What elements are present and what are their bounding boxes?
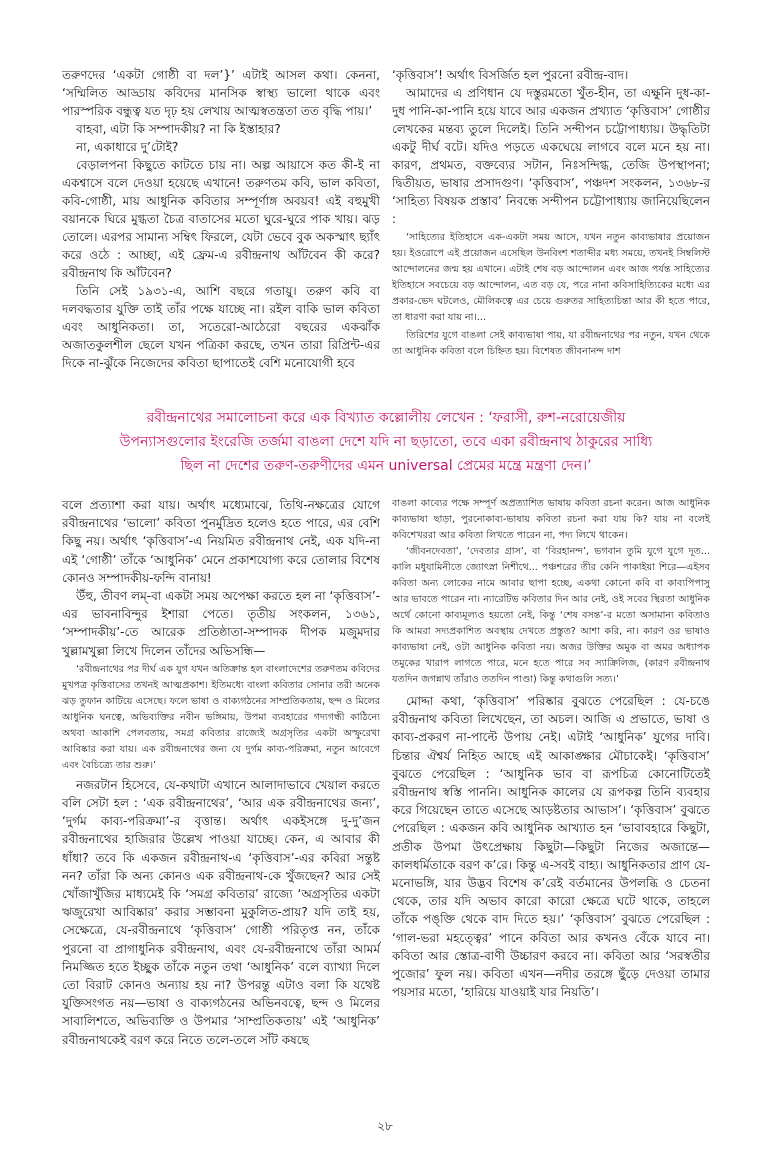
column-top-left bbox=[62, 66, 380, 372]
paragraph: বেড়ালপনা কিছুতে কাটতে চায় না। অল্প আয়াসে কত কী-ই না একশ্বাসে বলে দেওয়া হয়েছে এখানে! তরুণতম কবি, ভাল কবিতা, কবি-গোষ্ঠী, মায় আধুনিক কবিতার সম্পূর্ণাঙ্গ অবয়ব! এই বহুমুখী বয়ানকে ঘিরে মুগ্ধতা চৈত্র বাতাসের মতো ঘুরে-ঘুরে পাক খায়। ঝড় তোলে। এরপর সামান্য সম্বিৎ ফিরলে, যেটা ভেবে বুক অকস্মাৎ ছ্যাঁৎ করে ওঠে : আচ্ছা, এই ফ্রেম-এ রবীন্দ্রনাথ আঁটবেন কী করে? রবীন্দ্রনাথ কি আঁটবেন? bbox=[62, 158, 380, 280]
paragraph: উঁহু, তীবণ লম্-বা একটা সময় অপেক্ষা করতে হল না ‘কৃত্তিবাস’-এর ভাবনাবিন্দুর ইশারা পেতে। তৃতীয় সংকলন, ১৩৬১, ‘সম্পাদকীয়’-তে আরেক প্রতিষ্ঠাতা-সম্পাদক দীপক মজুমদার খুল্লামখুল্লা লিখে দিলেন তাঁদের অভিসন্ধি— bbox=[62, 589, 380, 658]
pull-quote-line: উপন্যাসগুলোর ইংরেজি তর্জমা বাঙলা দেশে যদি না ছড়াতো, তবে একা রবীন্দ্রনাথ ঠাকুরের সাধ্যি bbox=[119, 434, 653, 450]
column-top-right bbox=[392, 66, 710, 360]
block-quote: বাঙলা কাব্যের পক্ষে সম্পূর্ণ অপ্রত্যাশিত ভাষায় কবিতা রচনা করেন। আজ আধুনিক কাব্যভাষা ছাড়া, পুরনোকাব্য-ভাষায় কবিতা রচনা করা যায় কি? যায় না বলেই কবিশেখররা আর কবিতা লিখতে পারেন না, পদ্য লিখে থাকেন। bbox=[392, 498, 710, 541]
paragraph: আমাদের এ প্রণিধান যে দস্তুরমতো খুঁত-হীন, তা এক্ষুনি দুধ-কা-দুধ পানি-কা-পানি হয়ে যাবে আর একজন প্রখ্যাত ‘কৃত্তিবাস’ গোষ্ঠীর লেখকের মন্তব্য তুলে দিলেই। তিনি সন্দীপন চট্টোপাধ্যায়। উদ্ধৃতিটা একটু দীর্ঘ বটে। যদিও পড়তে একঘেয়ে লাগবে বলে মনে হয় না। কারণ, প্রথমত, বক্তব্যের সটান, নিঃসন্দিগ্ধ, তেজি উপস্থাপনা; দ্বিতীয়ত, ভাষার প্রসাদগুণ। ‘কৃত্তিবাস’, পঞ্চদশ সংকলন, ১৩৬৮-র ‘সাহিত্য বিষয়ক প্রস্তাব’ নিবন্ধে সন্দীপন চট্টোপাধ্যায় জানিয়েছিলেন : bbox=[392, 86, 710, 226]
paragraph: মোদ্দা কথা, ‘কৃত্তিবাস’ পরিষ্কার বুঝতে পেরেছিল : যে-চঙে রবীন্দ্রনাথ কবিতা লিখেছেন, তা অচল। আজি এ প্রভাতে, ভাষা ও কাব্য-প্রকরণ না-পাল্টে উপায় নেই। এটাই ‘আধুনিক’ যুগের দাবি। চিন্তার ঐশ্বর্য নিহিত আছে এই আকাঙ্ক্ষার মৌচাকেই। ‘কৃত্তিবাস’ বুঝতে পেরেছিল : ‘আধুনিক ভাব বা রূপচিত্র কোনোটিতেই রবীন্দ্রনাথ স্বস্তি পাননি। আধুনিক কালের যে রূপকল্প তিনি ব্যবহার করে গিয়েছেন তাতে এসেছে আড়ষ্টতার আভাস’। ‘কৃত্তিবাস’ বুঝতে পেরেছিল : একজন কবি আধুনিক আখ্যাত হন ‘ভাবাবহারে কিছুটা, প্রতীক উপমা উৎপ্রেক্ষায় কিছুটা—কিছুটা নিজের অজান্তে—কালধর্মিতাকে বরণ ক’রে। কিন্তু এ-সবই বাহ্য। আধুনিকতার প্রাণ যে-মনোভঙ্গি, যার উদ্ভব বিশেষ ক’রেই বর্তমানের উপলব্ধি ও চেতনা থেকে, তার যদি অভাব কারো কারো ক্ষেত্রে ঘটে থাকে, তাহলে তাঁকে পঙ্‌ক্তি থেকে বাদ দিতে হয়।’ ‘কৃত্তিবাস’ বুঝতে পেরেছিল : ‘গাল-ভরা মহত্ত্বের’ পানে কবিতা আর কখনও বেঁকে যাবে না। কবিতা আর স্তোত্র-বাণী উচ্চারণ করবে না। কবিতা আর ‘সরস্বতীর পুজোর’ ফুল নয়। কবিতা এখন—নদীর তরঙ্গে ছুঁড়ে দেওয়া তামার পয়সার মতো, ‘হারিয়ে যাওয়াই যার নিয়তি’। bbox=[392, 694, 710, 1000]
paragraph: বলে প্রত্যাশা করা যায়। অর্থাৎ মধ্যেমাঝে, তিথি-নক্ষত্রের যোগে রবীন্দ্রনাথের ‘ভালো’ কবিতা পুনর্মুদ্রিত হলেও হতে পারে, এর বেশি কিছু নয়। অর্থাৎ ‘কৃত্তিবাস’-এ নিয়মিত রবীন্দ্রনাথ নেই, এক যদি-না এই ‘গোষ্ঠী’ তাঁকে ‘আধুনিক’ মেনে প্রকাশযোগ্য করে তোলার বিশেষ কোনও সম্পাদকীয়-ফন্দি বানায়! bbox=[62, 498, 380, 585]
column-bottom-right bbox=[392, 496, 710, 1001]
column-bottom-left bbox=[62, 496, 380, 1049]
block-quote: ‘জীবনদেবতা’, ‘দেবতার গ্রাস’, বা ‘বিরহানন্দ’, ভগবান তুমি যুগে যুগে দূত... কালি মধুযামিনীতে জ্যোৎস্না নিশীথে... পঞ্চশরের তীর কেনি পাকাইয়া শিরে—এইসব কবিতা অন্য লোকের নামে আবার ছাপা হচ্ছে, একথা কোনো কবি বা কাব্যপিপাসু আর ভাবতে পারেন না। ন্যারেটিভ কবিতার দিন আর নেই, ওই সবের স্থিরতা আধুনিক অর্থে কোনো কাব্যমূল্যও হয়তো নেই, কিন্তু ‘শেষ বসন্ত’-র মতো অসামান্য কবিতাও কি আমরা সদ্যপ্রকাশিত অবস্থায় দেখতে প্রস্তুত? আশা করি, না। কারণ ওর ভাষাও কাব্যভাষা নেই, ওটা আধুনিক কবিতা নয়। অজর উক্তির অমুক বা অমর অধ্যাপক তমুকের খারাপ লাগতে পারে, মনে হতে পারে সব স্যাক্রিলিজ, (কারণ রবীন্দ্রনাথ যতদিন জগন্নাথ তাঁরাও ততদিন পাণ্ডা) কিন্তু কথাগুলি সত্য।’ bbox=[392, 546, 710, 685]
pull-quote-line: রবীন্দ্রনাথের সমালোচনা করে এক বিখ্যাত কল্লোলীয় লেখেন : ‘ফরাসী, রুশ-নরোয়েজীয় bbox=[146, 410, 626, 426]
pull-quote bbox=[66, 406, 706, 478]
pull-quote-line: ছিল না দেশের তরুণ-তরুণীদের এমন universal প্রেমের মন্ত্রে মন্ত্রণা দেন।’ bbox=[180, 458, 592, 474]
paragraph: তরুণদের ‘একটা গোষ্ঠী বা দল’}’ এটাই আসল কথা। কেননা, ‘সম্মিলিত আড্ডায় কবিদের মানসিক স্বাস্থ্য ভালো থাকে এবং পারস্পরিক বন্ধুত্ব যত দৃঢ় হয় লেখায় আত্মস্বতন্ত্রতা তত বৃদ্ধি পায়।’ bbox=[62, 68, 380, 118]
page-number: ২৮ bbox=[377, 1119, 393, 1133]
block-quote: ‘রবীন্দ্রনাথের পর দীর্ঘ এক যুগ যখন অতিক্রান্ত হল বাংলাদেশের তরুণতম কবিদের মুখপত্র কৃত্তিবাসের তখনই আত্মপ্রকাশ। ইতিমধ্যে বাংলা কবিতার সোনার তরী অনেক ঝড় তুফান কাটিয়ে এসেছে। ফলে ভাষা ও বাক্যগঠনের সাম্প্রতিকতায়, ছন্দ ও মিলের আধুনিক ঘনত্বে, অভিব্যক্তির নবীন ভঙ্গিমায়, উপমা ব্যবহারের গদ্যগন্ধী কাঠিন্যে অথবা আকাশি পেলবতায়, সমগ্র কবিতার রাজ্যেই অগ্রসৃতির একটা অস্ফুরেখা আবিষ্কার করা যায়। এক রবীন্দ্রনাথের জন্য যে দুর্গম কাব্য-পরিক্রমা, নতুন আবেগে এবং বৈচিত্র্যে তার শুরু।’ bbox=[62, 663, 380, 771]
paragraph: বাহবা, এটা কি সম্পাদকীয়? না কি ইস্তাহার? bbox=[76, 122, 281, 136]
block-quote: তিরিশের যুগে বাঙলা সেই কাব্যভাষা পায়, যা রবীন্দ্রনাথের পর নতুন, যখন থেকে তা আধুনিক কবিতা বলে চিহ্নিত হয়। বিশেষত জীবনানন্দ দাশ bbox=[392, 330, 710, 357]
paragraph: না, একাধারে দু’টোই? bbox=[76, 140, 179, 154]
paragraph: ‘কৃত্তিবাস’! অর্থাৎ বিসর্জিত হল পুরনো রবীন্দ্র-বাদ। bbox=[392, 68, 629, 82]
paragraph: নজরটান হিসেবে, যে-কথাটা এখানে আলাদাভাবে খেয়াল করতে বলি সেটা হল : ‘এক রবীন্দ্রনাথের’, ‘আর এক রবীন্দ্রনাথের জন্য’, ‘দুর্গম কাব্য-পরিক্রমা’-র বৃত্তান্ত। অর্থাৎ একইসঙ্গে দু-দু’জন রবীন্দ্রনাথের হাজিরার উল্লেখ পাওয়া যাচ্ছে। কেন, এ আবার কী ধাঁধা? তবে কি একজন রবীন্দ্রনাথ-এ ‘কৃত্তিবাস’-এর কবিরা সন্তুষ্ট নন? তাঁরা কি অন্য কোনও এক রবীন্দ্রনাথ-কে খুঁজছেন? আর সেই খোঁজাখুঁজির মাধ্যমেই কি ‘সমগ্র কবিতার’ রাজ্যে ‘অগ্রসৃতির একটা ঋজুরেখা আবিষ্কার’ করার সম্ভাবনা মুকুলিত-প্রায়? যদি তাই হয়, সেক্ষেত্রে, যে-রবীন্দ্রনাথে ‘কৃত্তিবাস’ গোষ্ঠী পরিতৃপ্ত নন, তাঁকে পুরনো বা প্রাগাধুনিক রবীন্দ্রনাথ, এবং যে-রবীন্দ্রনাথে তাঁরা আমর্ম নিমজ্জিত হতে ইচ্ছুক তাঁকে নতুন তথা ‘আধুনিক’ বলে ব্যাখ্যা দিলে তো বিরাট কোনও অন্যায় হয় না? উপরন্তু এটাও বলা কি যথেষ্ট যুক্তিসংগত নয়—ভাষা ও বাক্যগঠনের অভিনবত্বে, ছন্দ ও মিলের সাবালিশতে, অভিব্যক্তি ও উপমার ‘সাম্প্রতিকতায়’ এই ‘আধুনিক’ রবীন্দ্রনাথকেই বরণ করে নিতে তলে-তলে সাঁট কষছে bbox=[62, 777, 380, 1047]
paragraph: তিনি সেই ১৯৩১-এ, আশি বছরে গতায়ু। তরুণ কবি বা দলবদ্ধতার যুক্তি তাই তাঁর পক্ষে যাচ্ছে না। রইল বাকি ভাল কবিতা এবং আধুনিকতা। তা, সতেরো-আঠেরো বছরের একঝাঁক অজাতকুলশীল ছেলে যখন পত্রিকা করছে, তখন তারা রিপ্রিন্ট-এর দিকে না-ঝুঁকে নিজেদের কবিতা ছাপাতেই বেশি মনোযোগী হবে bbox=[62, 284, 380, 370]
block-quote: ‘সাহিত্যের ইতিহাসে এক-একটা সময় আসে, যখন নতুন কাব্যভাষার প্রয়োজন হয়। ইওরোপে এই প্রয়োজন এসেছিল উনবিংশ শতাব্দীর মধ্য সময়ে, তখনই সিম্বলিস্ট আন্দোলনের জন্ম হয় এখানে। এটাই শেষ বড় আন্দোলন এবং আজ পর্যন্ত সাহিত্যের ইতিহাসে সবচেয়ে বড় আন্দোলন, এত বড় যে, পরে নানা কবিসাহিত্যিকের মধ্যে এর প্রকার-ভেদ ঘটলেও, মৌলিকত্বে এর চেয়ে গুরুতর সাহিত্যচিন্তা আর কী হতে পারে, তা ধারণা করা যায় না।... bbox=[392, 232, 710, 323]
